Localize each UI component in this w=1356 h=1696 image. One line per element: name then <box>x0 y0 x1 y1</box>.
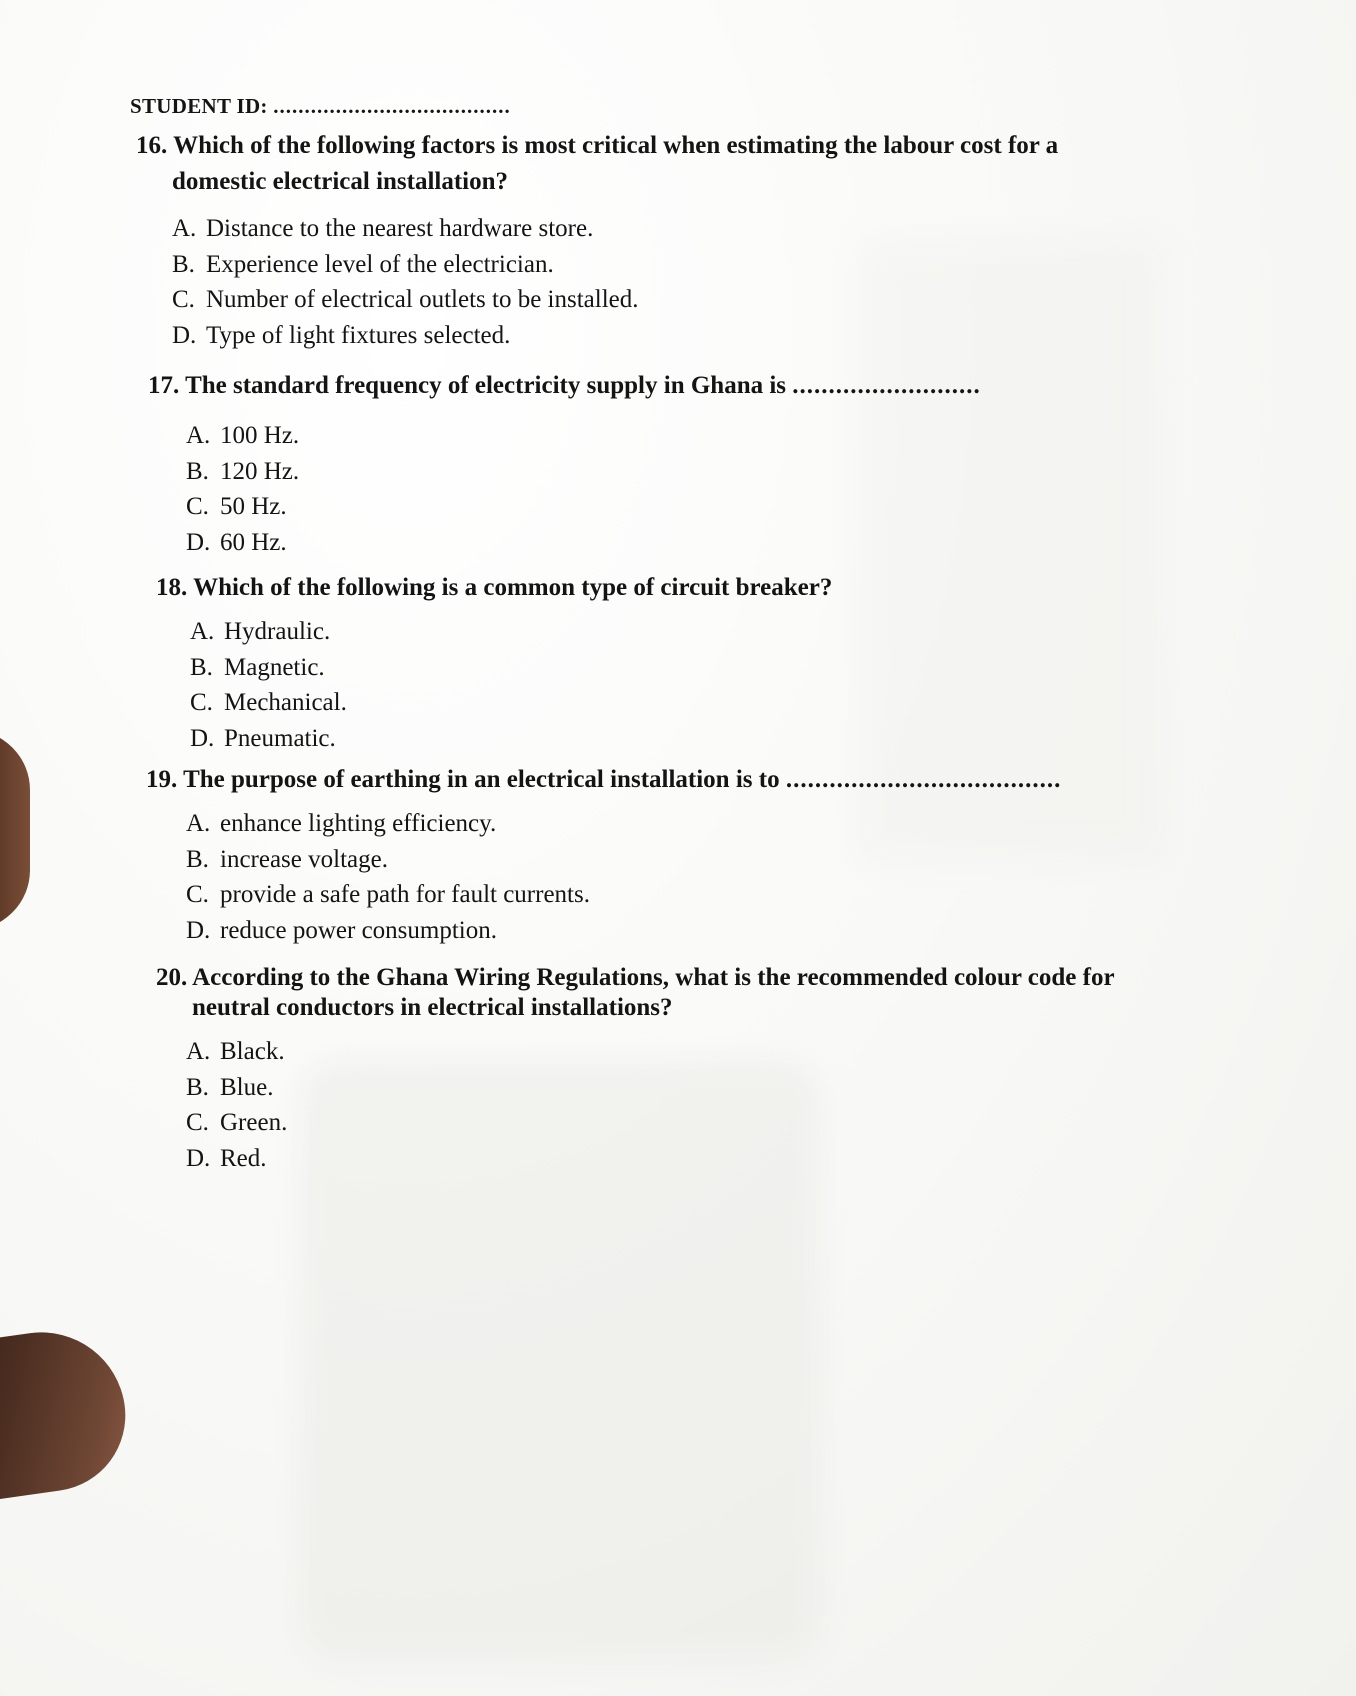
student-id-line <box>130 94 511 119</box>
option-d: D. reduce power consumption. <box>186 916 498 944</box>
option-a: A. Black. <box>186 1038 285 1065</box>
option-b: B. Blue. <box>186 1073 274 1101</box>
answer-blank: ...................................... <box>785 766 1062 793</box>
question-18 <box>156 570 832 606</box>
question-20 <box>156 960 1115 1026</box>
question-number: 18. <box>156 574 188 601</box>
student-id-blank: ...................................... <box>273 94 511 118</box>
option-c: C. Green. <box>186 1109 288 1136</box>
question-17 <box>148 368 981 404</box>
question-text: The standard frequency of electricity supply in Ghana is <box>185 372 787 399</box>
question-text: Which of the following factors is most critical when estimating the labour cost for a <box>173 132 1059 159</box>
answer-blank: .......................... <box>792 372 981 399</box>
option-c: C. 50 Hz. <box>186 493 287 520</box>
options-19 <box>186 806 590 948</box>
option-a: A. Distance to the nearest hardware store. <box>172 215 594 242</box>
student-id-label: STUDENT ID: <box>130 94 268 118</box>
option-d: D. Pneumatic. <box>190 724 336 752</box>
option-b: B. Magnetic. <box>190 653 325 681</box>
paper-bleed-through <box>300 1060 820 1660</box>
question-text-continued: domestic electrical installation? <box>172 168 509 195</box>
question-text-continued: neutral conductors in electrical installations? <box>192 994 673 1021</box>
question-text: According to the Ghana Wiring Regulations, what is the recommended colour code for <box>192 964 1115 991</box>
question-number: 20. <box>156 964 188 991</box>
option-a: A. enhance lighting efficiency. <box>186 810 497 837</box>
question-number: 19. <box>146 766 178 793</box>
option-d: D. Red. <box>186 1144 267 1172</box>
question-text: Which of the following is a common type of circuit breaker? <box>193 574 833 601</box>
question-19 <box>146 762 1061 798</box>
options-18 <box>190 614 347 756</box>
option-b: B. increase voltage. <box>186 845 388 873</box>
option-a: A. 100 Hz. <box>186 422 300 449</box>
option-a: A. Hydraulic. <box>190 618 331 645</box>
question-16 <box>136 128 1058 200</box>
options-16 <box>172 211 639 353</box>
options-17 <box>186 418 299 560</box>
options-20 <box>186 1034 287 1176</box>
option-b: B. 120 Hz. <box>186 457 300 485</box>
question-number: 16. <box>136 132 168 159</box>
option-c: C. Mechanical. <box>190 689 347 716</box>
option-b: B. Experience level of the electrician. <box>172 250 554 278</box>
option-d: D. Type of light fixtures selected. <box>172 321 511 349</box>
option-c: C. provide a safe path for fault currents. <box>186 881 590 908</box>
question-number: 17. <box>148 372 180 399</box>
option-c: C. Number of electrical outlets to be installed. <box>172 286 639 313</box>
option-d: D. 60 Hz. <box>186 528 287 556</box>
question-text: The purpose of earthing in an electrical installation is to <box>183 766 780 793</box>
